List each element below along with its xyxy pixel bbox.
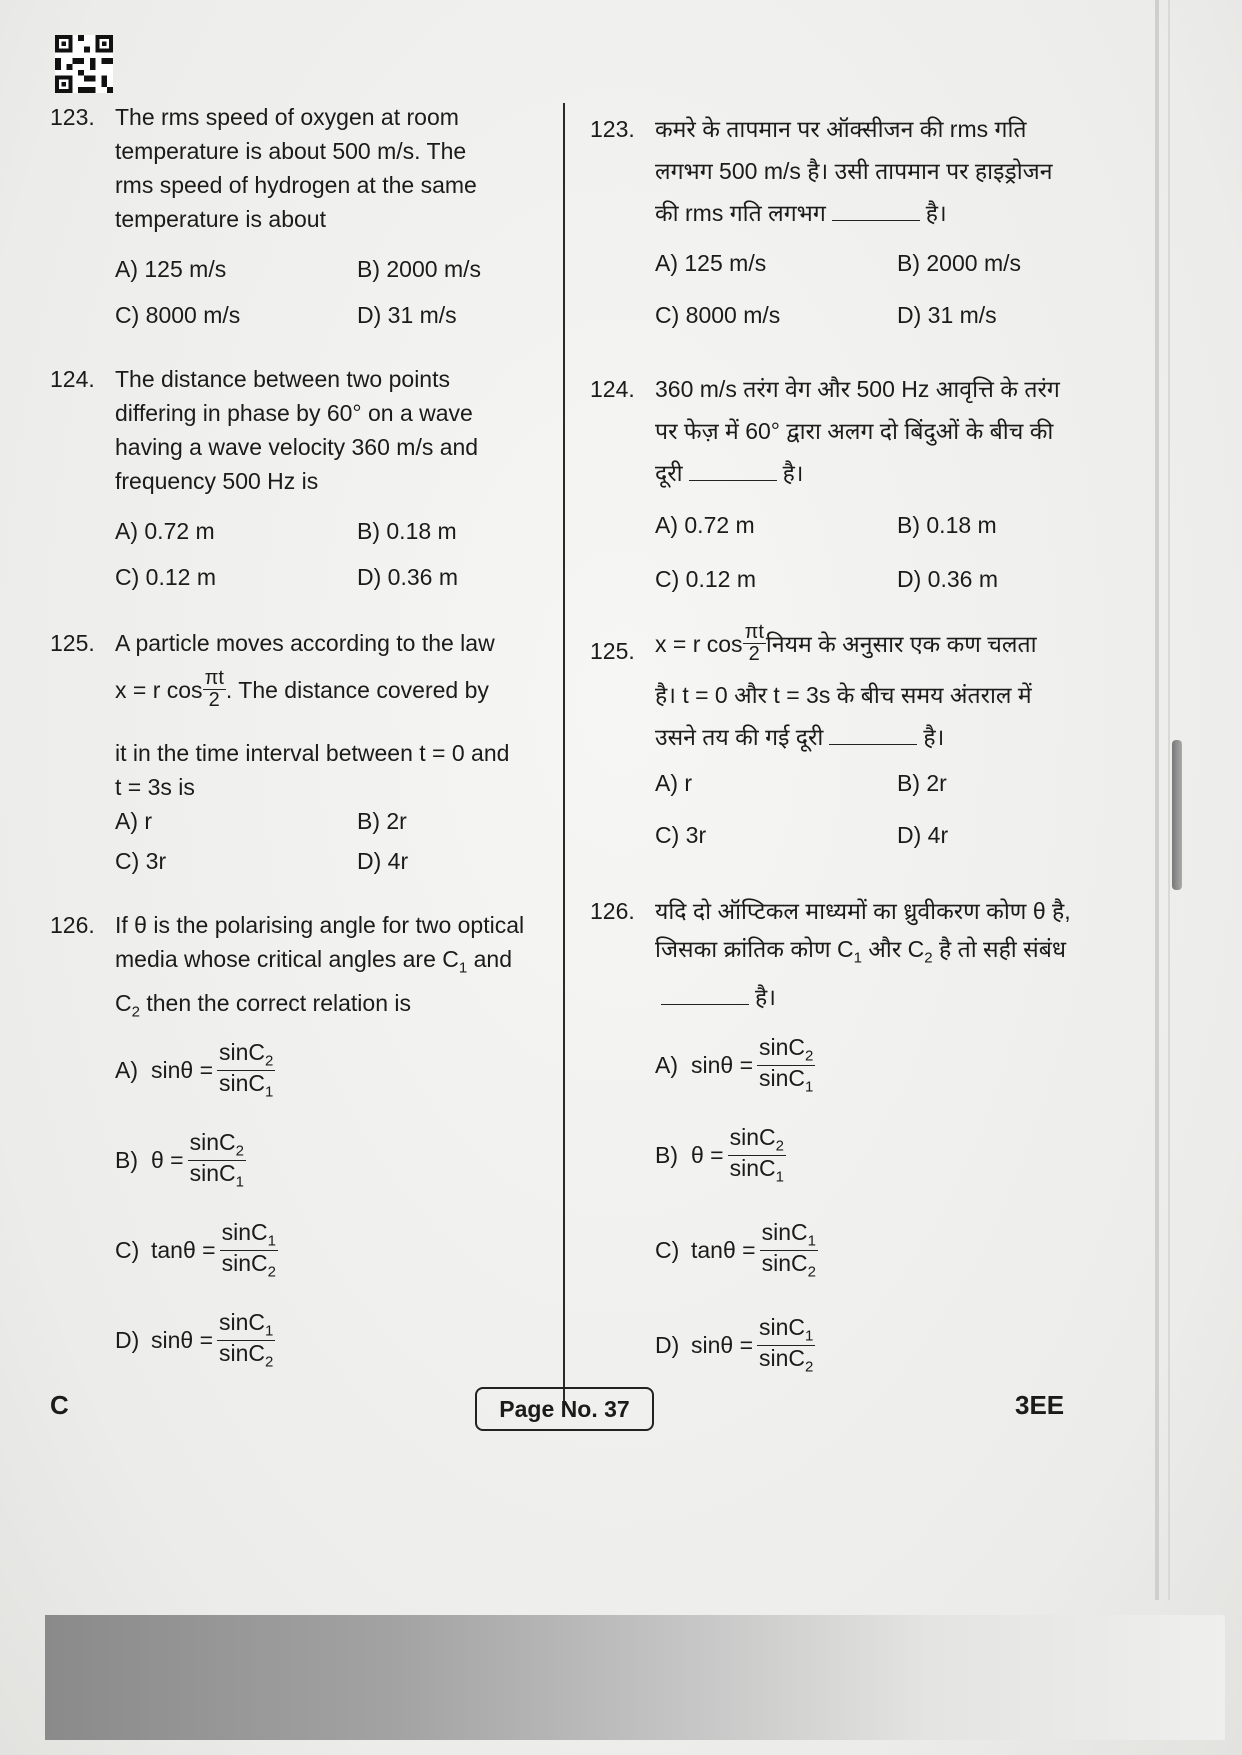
fraction-numerator bbox=[728, 1125, 786, 1155]
formula-expression bbox=[151, 1130, 246, 1190]
sin-text: sinC bbox=[189, 1129, 236, 1156]
options-row bbox=[115, 302, 550, 342]
question-number: 124. bbox=[50, 366, 95, 392]
option-c: C) 8000 m/s bbox=[115, 302, 241, 328]
fraction-numerator bbox=[217, 1310, 275, 1340]
question-text-part: then the correct relation is bbox=[139, 989, 411, 1016]
option-label: B) bbox=[655, 1141, 678, 1168]
question-text-part: If θ is the polarising angle for two optical media whose critical angles are C bbox=[115, 912, 525, 972]
option-c-formula bbox=[655, 1210, 818, 1290]
formula-lhs: sinθ = bbox=[691, 1331, 754, 1358]
subscript: 2 bbox=[265, 1353, 274, 1371]
option-a: A) 125 m/s bbox=[115, 256, 227, 282]
fraction-denominator bbox=[217, 1071, 275, 1100]
subscript: 1 bbox=[853, 949, 862, 967]
fraction bbox=[728, 1125, 786, 1185]
option-d: D) 4r bbox=[897, 822, 949, 848]
option-label: B) bbox=[115, 1146, 138, 1173]
options-row bbox=[655, 250, 1110, 290]
option-c: C) 8000 m/s bbox=[655, 302, 781, 328]
subscript: 1 bbox=[458, 959, 468, 977]
option-a: A) 125 m/s bbox=[655, 250, 767, 276]
sin-text: sinC bbox=[759, 1064, 806, 1091]
question-text bbox=[115, 908, 535, 1029]
question-tail: है। bbox=[782, 460, 804, 486]
fraction-numerator: πt bbox=[204, 667, 224, 689]
fraction-numerator bbox=[220, 1220, 278, 1250]
fraction-numerator bbox=[217, 1040, 275, 1070]
scan-shadow bbox=[45, 1615, 1225, 1740]
page-edge bbox=[1155, 0, 1159, 1600]
option-d: D) 4r bbox=[357, 848, 409, 874]
sin-text: sinC bbox=[729, 1154, 776, 1181]
subscript: 1 bbox=[807, 1232, 816, 1250]
fraction-denominator bbox=[760, 1251, 818, 1280]
column-divider bbox=[563, 103, 565, 1408]
subscript: 2 bbox=[805, 1047, 814, 1065]
option-d: D) 31 m/s bbox=[897, 302, 997, 328]
fraction-denominator: 2 bbox=[208, 689, 220, 711]
subscript: 2 bbox=[924, 949, 933, 967]
fraction bbox=[188, 1130, 246, 1190]
fraction bbox=[217, 1040, 275, 1100]
subscript: 1 bbox=[805, 1078, 814, 1096]
fraction bbox=[203, 668, 226, 711]
fraction-numerator bbox=[757, 1035, 815, 1065]
option-label: C) bbox=[115, 1236, 140, 1263]
fraction-denominator: 2 bbox=[748, 643, 760, 665]
question-line: A particle moves according to the law bbox=[115, 630, 495, 656]
option-b: B) 0.18 m bbox=[357, 518, 457, 544]
sin-text: sinC bbox=[219, 1339, 266, 1366]
paper-code: 3EE bbox=[1015, 1390, 1065, 1420]
option-d: D) 0.36 m bbox=[357, 564, 458, 590]
option-c: C) 0.12 m bbox=[655, 566, 756, 592]
subscript: 2 bbox=[265, 1052, 274, 1070]
formula-lhs: sinθ = bbox=[151, 1056, 214, 1083]
option-b: B) 2000 m/s bbox=[897, 250, 1021, 276]
fraction-numerator bbox=[188, 1130, 246, 1160]
option-d: D) 0.36 m bbox=[897, 566, 998, 592]
formula-expression bbox=[151, 1040, 275, 1100]
question-text-part: है तो सही संबंध bbox=[932, 936, 1066, 962]
subscript: 2 bbox=[131, 1003, 140, 1021]
sin-text: sinC bbox=[219, 1309, 266, 1336]
formula-suffix: . The distance covered by bbox=[225, 676, 489, 703]
option-c-formula bbox=[115, 1210, 278, 1290]
option-c: C) 3r bbox=[655, 822, 707, 848]
sin-text: sinC bbox=[729, 1124, 776, 1151]
question-tail: है। bbox=[923, 724, 945, 750]
subscript: 1 bbox=[267, 1232, 276, 1250]
formula-line bbox=[655, 622, 1110, 665]
question-text bbox=[655, 368, 1065, 494]
question-text-part: है। t = 0 और t = 3s के बीच समय अंतराल में उसने तय की गई दूरी bbox=[655, 682, 1032, 750]
option-label: D) bbox=[655, 1331, 680, 1358]
option-a: A) r bbox=[115, 808, 153, 834]
subscript: 1 bbox=[805, 1327, 814, 1345]
question-text-part: 360 m/s तरंग वेग और 500 Hz आवृत्ति के तरंग पर फेज़ में 60° द्वारा अलग दो बिंदुओं के बीच की दूरी bbox=[655, 376, 1060, 486]
option-label: C) bbox=[655, 1236, 680, 1263]
subscript: 2 bbox=[235, 1142, 244, 1160]
sin-text: sinC bbox=[221, 1219, 268, 1246]
answer-blank bbox=[829, 744, 917, 745]
options-row bbox=[655, 512, 1110, 552]
formula-lhs: sinθ = bbox=[691, 1051, 754, 1078]
question-text: The distance between two points differing in phase by 60° on a wave having a wave velocity 360 m/s and frequency 500 Hz is bbox=[115, 366, 479, 494]
formula-line bbox=[115, 668, 550, 711]
sin-text: sinC bbox=[759, 1034, 806, 1061]
options-row bbox=[115, 808, 550, 848]
question-text bbox=[655, 674, 1065, 758]
question-tail: है। bbox=[755, 983, 776, 1010]
option-label: D) bbox=[115, 1326, 140, 1353]
fraction-denominator bbox=[757, 1066, 815, 1095]
option-a: A) 0.72 m bbox=[655, 512, 755, 538]
formula-lhs: sinθ = bbox=[151, 1326, 214, 1353]
answer-blank bbox=[832, 220, 920, 221]
option-label: A) bbox=[655, 1051, 678, 1078]
formula-expression bbox=[151, 1220, 278, 1280]
option-c: C) 3r bbox=[115, 848, 167, 874]
sin-text: sinC bbox=[759, 1344, 806, 1371]
fraction-denominator bbox=[188, 1161, 246, 1190]
fraction-numerator: πt bbox=[744, 621, 764, 643]
subscript: 1 bbox=[265, 1322, 274, 1340]
page-number-box: Page No. 37 bbox=[475, 1387, 654, 1431]
fraction-numerator bbox=[757, 1315, 815, 1345]
options-row bbox=[655, 302, 1110, 342]
formula-expression bbox=[691, 1315, 815, 1375]
question-number: 125. bbox=[590, 638, 635, 664]
option-b: B) 0.18 m bbox=[897, 512, 997, 538]
option-b: B) 2r bbox=[357, 808, 407, 834]
option-d-formula bbox=[115, 1300, 275, 1380]
question-text-part: and C bbox=[115, 946, 512, 1016]
fraction bbox=[757, 1035, 815, 1095]
sin-text: sinC bbox=[219, 1069, 266, 1096]
option-b-formula bbox=[655, 1115, 786, 1195]
fraction-denominator bbox=[757, 1346, 815, 1375]
sin-text: sinC bbox=[221, 1249, 268, 1276]
binding-mark bbox=[1172, 740, 1182, 890]
options-row bbox=[655, 770, 1110, 810]
question-number: 123. bbox=[50, 104, 95, 130]
fraction-numerator bbox=[760, 1220, 818, 1250]
question-text-part: कमरे के तापमान पर ऑक्सीजन की rms गति लगभग 500 m/s है। उसी तापमान पर हाइड्रोजन की rms गति लगभग bbox=[655, 116, 1053, 226]
formula-lhs: tanθ = bbox=[151, 1236, 216, 1263]
option-d-formula bbox=[655, 1305, 815, 1385]
fraction bbox=[757, 1315, 815, 1375]
options-row bbox=[115, 518, 550, 558]
question-text: The rms speed of oxygen at room temperature is about 500 m/s. The rms speed of hydrogen at the same temperature is about bbox=[115, 104, 477, 232]
fraction-denominator bbox=[728, 1156, 786, 1185]
formula-lhs: θ = bbox=[691, 1141, 724, 1168]
booklet-series: C bbox=[50, 1390, 69, 1420]
page-edge-inner bbox=[1168, 0, 1170, 1600]
answer-blank bbox=[689, 480, 777, 481]
fraction-denominator bbox=[217, 1341, 275, 1370]
option-a-formula bbox=[115, 1030, 275, 1110]
option-a-formula bbox=[655, 1025, 815, 1105]
options-row bbox=[115, 564, 550, 604]
option-d: D) 31 m/s bbox=[357, 302, 457, 328]
option-a: A) r bbox=[655, 770, 693, 796]
fraction bbox=[220, 1220, 278, 1280]
question-number: 126. bbox=[50, 912, 95, 938]
subscript: 1 bbox=[265, 1083, 274, 1101]
qr-code-icon bbox=[55, 35, 113, 93]
formula-prefix: x = r cos bbox=[115, 676, 203, 703]
question-text bbox=[655, 892, 1075, 1016]
question-text-part: और C bbox=[861, 936, 925, 962]
fraction-denominator bbox=[220, 1251, 278, 1280]
subscript: 1 bbox=[235, 1173, 244, 1191]
sin-text: sinC bbox=[759, 1314, 806, 1341]
question-text bbox=[655, 108, 1055, 234]
question-text-part: यदि दो ऑप्टिकल माध्यमों का ध्रुवीकरण कोण θ है, जिसका क्रांतिक कोण C bbox=[655, 898, 1071, 962]
question-number: 126. bbox=[590, 898, 635, 924]
subscript: 2 bbox=[267, 1263, 276, 1281]
formula-suffix: नियम के अनुसार एक कण चलता bbox=[765, 630, 1037, 657]
fraction bbox=[217, 1310, 275, 1370]
formula-expression bbox=[691, 1220, 818, 1280]
fraction bbox=[743, 622, 766, 665]
formula-expression bbox=[151, 1310, 275, 1370]
subscript: 2 bbox=[807, 1263, 816, 1281]
question-number: 125. bbox=[50, 630, 95, 656]
options-row bbox=[115, 848, 550, 888]
subscript: 2 bbox=[805, 1358, 814, 1376]
option-b-formula bbox=[115, 1120, 246, 1200]
options-row bbox=[115, 256, 550, 296]
formula-expression bbox=[691, 1035, 815, 1095]
sin-text: sinC bbox=[219, 1039, 266, 1066]
answer-blank bbox=[661, 1004, 749, 1005]
sin-text: sinC bbox=[761, 1219, 808, 1246]
fraction bbox=[760, 1220, 818, 1280]
sin-text: sinC bbox=[761, 1249, 808, 1276]
question-number: 124. bbox=[590, 376, 635, 402]
question-number: 123. bbox=[590, 116, 635, 142]
question-line: it in the time interval between t = 0 and t = 3s is bbox=[115, 740, 510, 800]
option-label: A) bbox=[115, 1056, 138, 1083]
options-row bbox=[655, 822, 1110, 862]
formula-expression bbox=[691, 1125, 786, 1185]
subscript: 1 bbox=[775, 1168, 784, 1186]
options-row bbox=[655, 566, 1110, 606]
option-a: A) 0.72 m bbox=[115, 518, 215, 544]
option-b: B) 2000 m/s bbox=[357, 256, 481, 282]
formula-lhs: θ = bbox=[151, 1146, 184, 1173]
option-c: C) 0.12 m bbox=[115, 564, 216, 590]
subscript: 2 bbox=[775, 1137, 784, 1155]
formula-prefix: x = r cos bbox=[655, 630, 743, 657]
sin-text: sinC bbox=[189, 1159, 236, 1186]
formula-lhs: tanθ = bbox=[691, 1236, 756, 1263]
question-tail: है। bbox=[925, 200, 947, 226]
option-b: B) 2r bbox=[897, 770, 947, 796]
